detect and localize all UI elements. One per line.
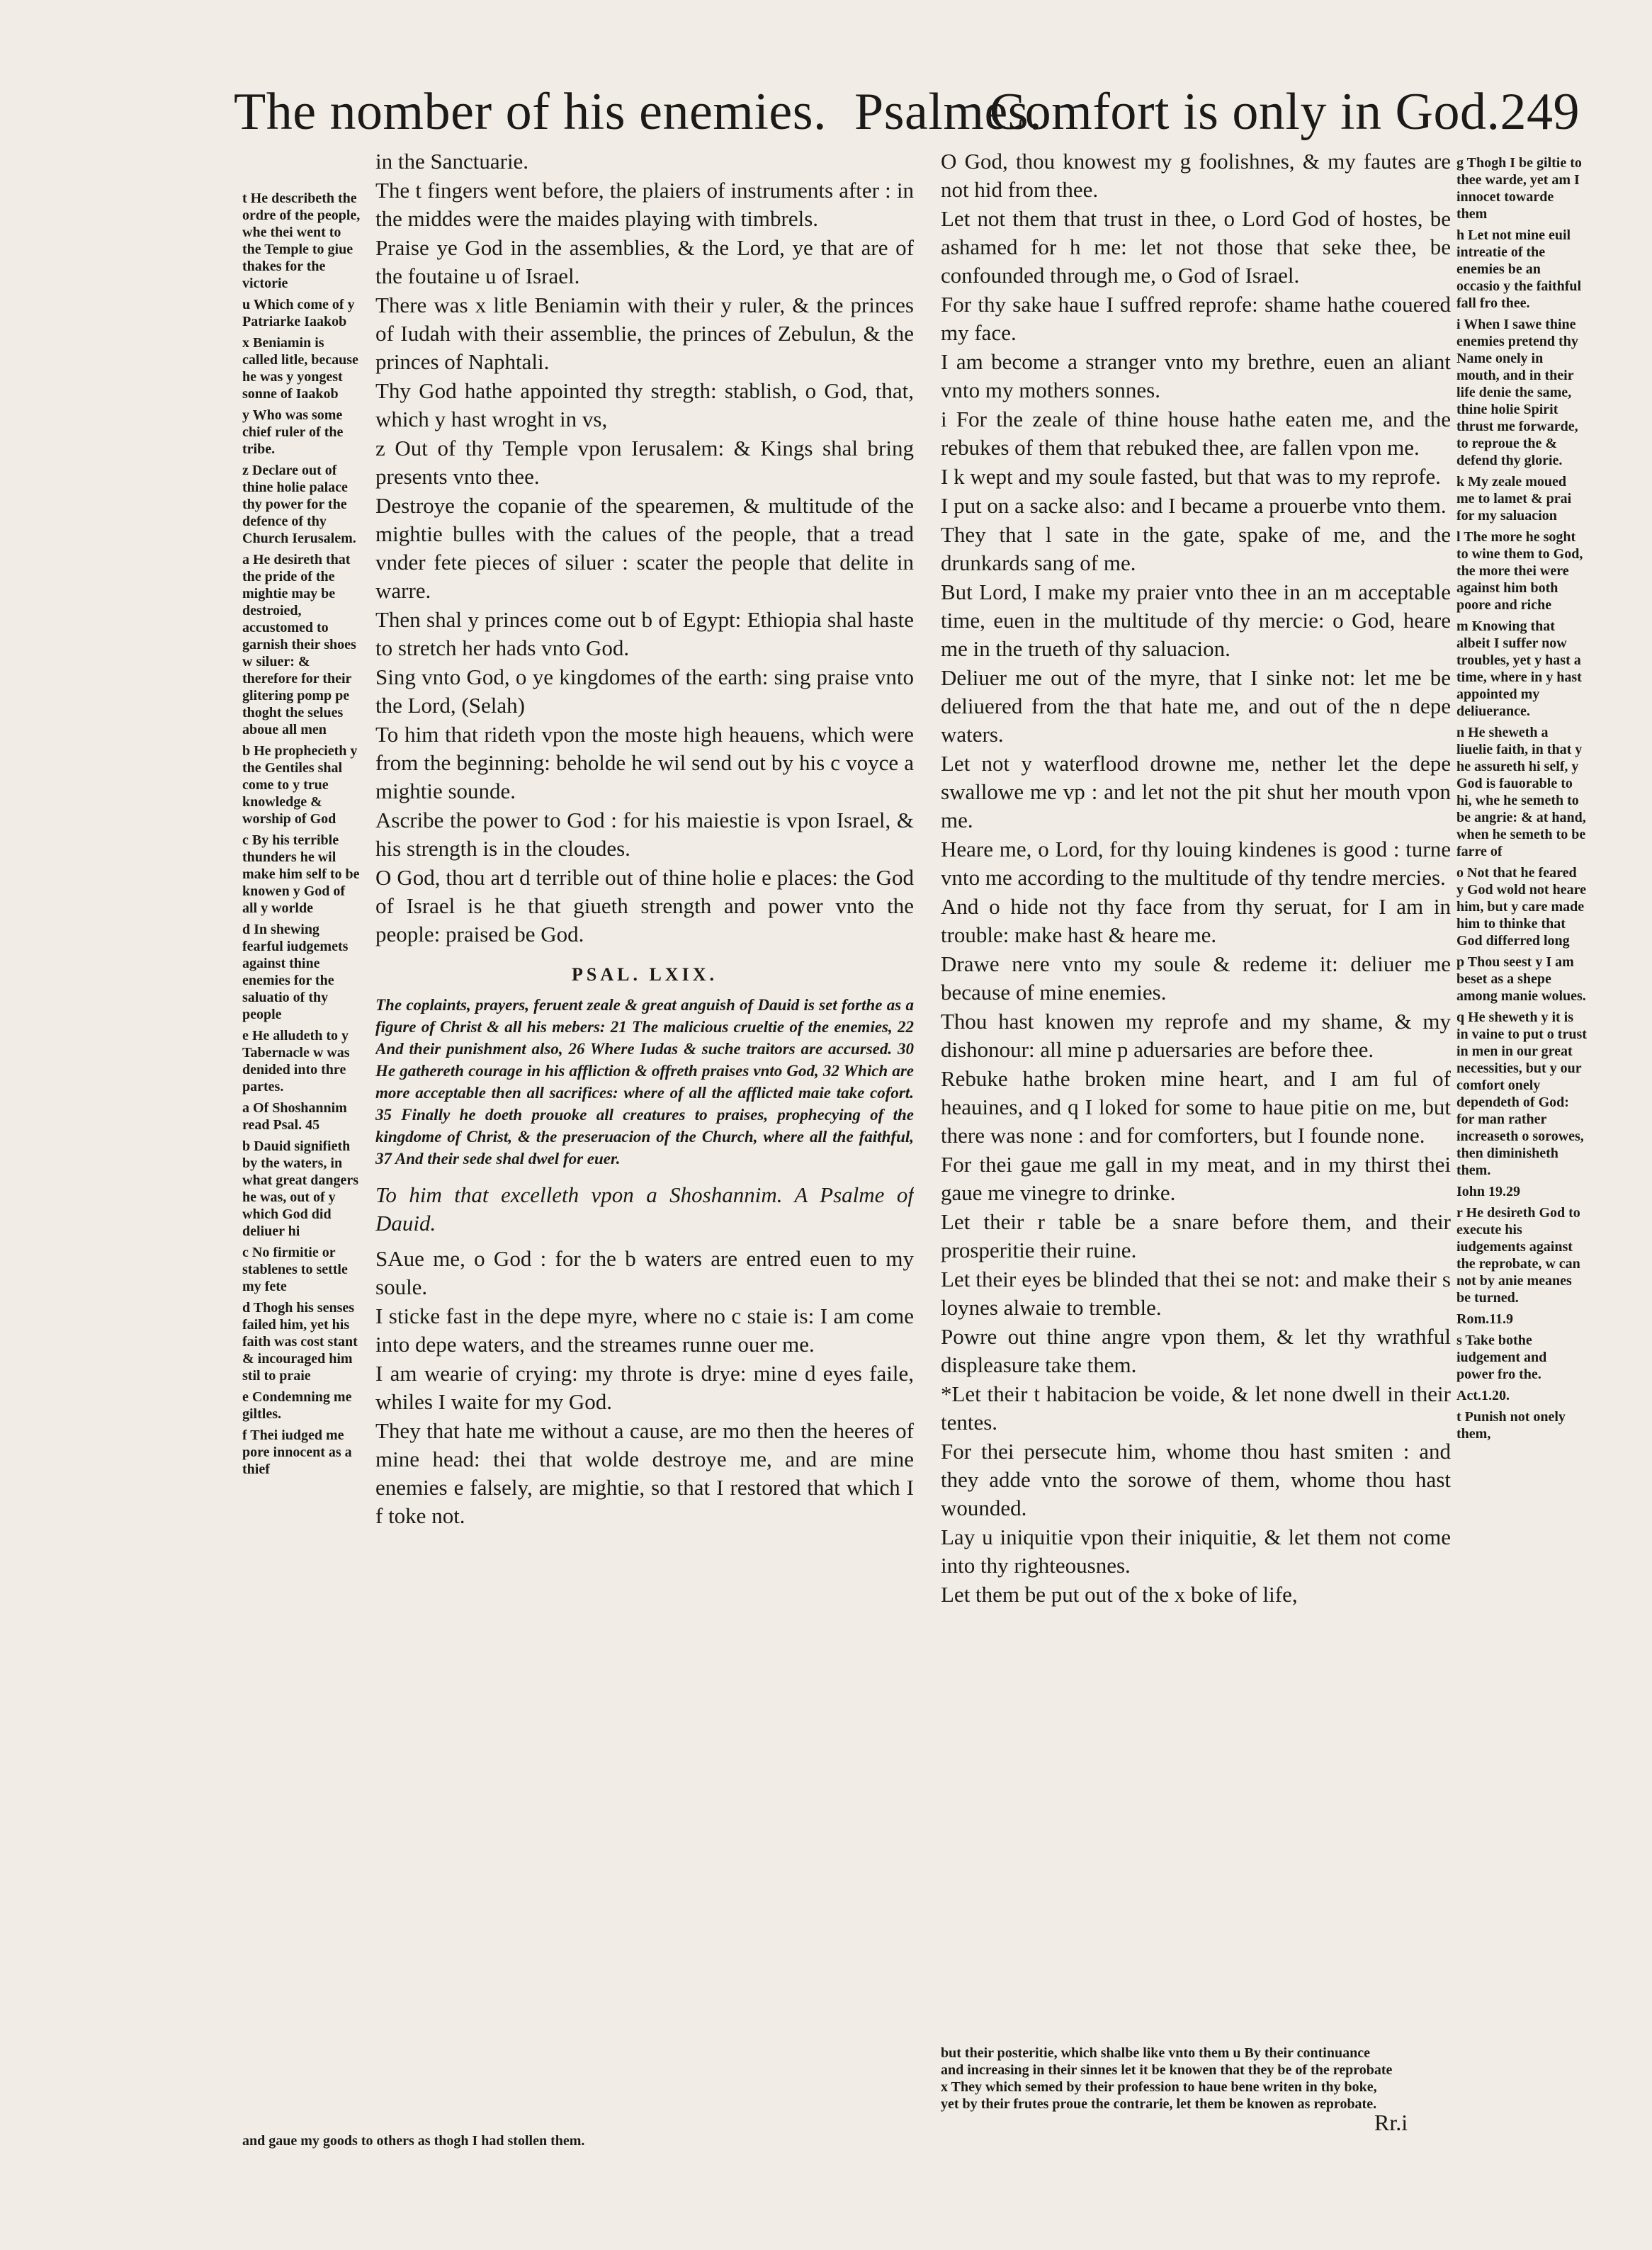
bottom-left-gloss: and gaue my goods to others as thogh I had stollen them. [242, 2133, 585, 2149]
argument-text: The coplaints, prayers, feruent zeale & great anguish of Dauid is set forthe as a figure of Christ & all his mebers: 21 The malicious crueltie of the enemies, 22 And their punishment also, 26 Where Iudas & suche traitors are accursed. 30 He gathereth courage in his affliction & offreth praises vnto God, 32 Which are more acceptable then all sacrifices: where of all the afflicted maie take cofort. 35 Finally he doeth prouoke all creatures to praises, prophecying of the kingdome of Christ, & the preseruacion of the Church, where all the faithful, 37 And their sede shal dwel for euer. [375, 996, 914, 1168]
margin-note: n He sheweth a liuelie faith, in that y he assureth hi self, y God is fauorable to hi, whe he semeth to be angrie: & at hand, when he semeth to be farre of [1456, 725, 1586, 859]
margin-note: f Thei iudged me pore innocent as a thief [242, 1428, 352, 1477]
verse-text: I sticke fast in the depe myre, where no c staie is: I am come into depe waters, and the streames runne ouer me. [375, 1304, 914, 1357]
verse [941, 1437, 1451, 1522]
header-center-text: Psalmes. [854, 83, 1043, 141]
verse-text: Deliuer me out of the myre, that I sinke not: let me be deliuered from the that hate me, and out of the n depe waters. [941, 665, 1451, 747]
verse [375, 234, 914, 290]
margin-note: Iohn 19.29 [1456, 1184, 1521, 1199]
margin-note: d In shewing fearful iudgemets against thine enemies for the saluatio of thy people [242, 922, 349, 1022]
left-margin-glosses [242, 190, 363, 2103]
verse [941, 835, 1451, 892]
verse [375, 1302, 914, 1359]
header-left-text: The nomber of his enemies. [234, 83, 827, 141]
verse [941, 463, 1451, 491]
verse-text: And o hide not thy face from thy seruat, for I am in trouble: make hast & heare me. [941, 894, 1451, 947]
margin-note: r He desireth God to execute his iudgements against the reprobate, w can not by anie meanes be turned. [1456, 1205, 1580, 1306]
verse-text: They that hate me without a cause, are mo then the heeres of mine head: thei that wolde destroye me, and are mine enemies e falsely, are mightie, so that I restored that which I f toke not. [375, 1418, 914, 1528]
verse-text: Destroye the copanie of the spearemen, & multitude of the mightie bulles with the calues of the people, that a tread vnder fete pieces of siluer : scater the people that delite in warre. [375, 493, 914, 603]
verse-text: To him that rideth vpon the moste high heauens, which were from the beginning: beholde he wil send out by his c voyce a mightie sounde. [375, 722, 914, 803]
verse-text: Ascribe the power to God : for his maiestie is vpon Israel, & his strength is in the cloudes. [375, 808, 914, 861]
margin-note: u Which come of y Patriarke Iaakob [242, 297, 355, 329]
margin-note: e Condemning me giltles. [242, 1389, 352, 1422]
footnote-line-4: yet by their frutes proue the contrarie, let them be knowen as reprobate. [941, 2096, 1377, 2112]
verse [941, 205, 1451, 290]
margin-note: x Beniamin is called litle, because he was y yongest sonne of Iaakob [242, 335, 358, 402]
verse [941, 405, 1451, 462]
margin-note: m Knowing that albeit I suffer now troubles, yet y hast a time, where in y hast appointed my deliuerance. [1456, 618, 1582, 719]
verse [941, 1581, 1451, 1609]
margin-note: o Not that he feared y God wold not heare him, but y care made him to thinke that God differred long [1456, 865, 1586, 949]
verse [941, 1151, 1451, 1207]
verse-text: Let their r table be a snare before them, and their prosperitie their ruine. [941, 1209, 1451, 1262]
verse [941, 521, 1451, 577]
margin-note: p Thou seest y I am beset as a shepe among manie wolues. [1456, 954, 1586, 1004]
margin-note: Rom.11.9 [1456, 1311, 1513, 1327]
verse [941, 578, 1451, 663]
verse [941, 893, 1451, 949]
verse-text: O God, thou knowest my g foolishnes, & my fautes are not hid from thee. [941, 149, 1451, 202]
margin-note: t Punish not onely them, [1456, 1409, 1566, 1442]
footnote-line-2: and increasing in their sinnes let it be knowen that they be of the reprobate [941, 2062, 1393, 2078]
verse [941, 1380, 1451, 1437]
verse-text: Thy God hathe appointed thy stregth: stablish, o God, that, which y hast wroght in vs, [375, 378, 914, 431]
verse [941, 1323, 1451, 1379]
margin-note: b Dauid signifieth by the waters, in what great dangers he was, out of y which God did deliuer hi [242, 1138, 359, 1239]
verse-text: I am become a stranger vnto my brethre, euen an aliant vnto my mothers sonnes. [941, 349, 1451, 402]
verse [941, 492, 1451, 520]
margin-note: l The more he soght to wine them to God, the more thei were against him both poore and riche [1456, 529, 1583, 613]
left-verses-psalm-69 [375, 1245, 914, 1530]
verse-text: For thei gaue me gall in my meat, and in my thirst thei gaue me vinegre to drinke. [941, 1152, 1451, 1205]
verse [375, 434, 914, 491]
verse-text: There was x litle Beniamin with their y ruler, & the princes of Iudah with their assemblie, the princes of Zebulun, & the princes of Naphtali. [375, 293, 914, 374]
verse [375, 1359, 914, 1416]
verse-text: Thou hast knowen my reprofe and my shame, & my dishonour: all mine p aduersaries are before thee. [941, 1009, 1451, 1062]
header-left [234, 77, 1042, 147]
margin-note: d Thogh his senses failed him, yet his faith was cost stant & incouraged him stil to praie [242, 1300, 358, 1384]
verse-text: Sing vnto God, o ye kingdomes of the earth: sing praise vnto the Lord, (Selah) [375, 665, 914, 718]
verse-text: I k wept and my soule fasted, but that was to my reprofe. [941, 464, 1441, 489]
verse-text: Let not them that trust in thee, o Lord God of hostes, be ashamed for h me: let not those that seke thee, be confounded through me, o God of Israel. [941, 206, 1451, 288]
footnote-line-3: x They which semed by their profession to haue bene writen in thy boke, [941, 2079, 1377, 2095]
verse-text: Let their eyes be blinded that thei se not: and make their s loynes alwaie to tremble. [941, 1267, 1451, 1320]
margin-note: q He sheweth y it is in vaine to put o trust in men in our great necessities, but y our comfort onely dependeth of God: for man rather increaseth o sorowes, then diminisheth them. [1456, 1010, 1587, 1178]
verse-text: Powre out thine angre vpon them, & let thy wrathful displeasure take them. [941, 1324, 1451, 1377]
verse [375, 1245, 914, 1301]
margin-note: i When I sawe thine enemies pretend thy Name onely in mouth, and in their life denie the same, thine holie Spirit thrust me forwarde, to reproue the & defend thy glorie. [1456, 317, 1578, 468]
margin-note: y Who was some chief ruler of the tribe. [242, 407, 344, 457]
margin-note: e He alludeth to y Tabernacle w was denided into thre partes. [242, 1028, 350, 1095]
verse-text: For thei persecute him, whome thou hast smiten : and they adde vnto the sorowe of them, whome thou hast wounded. [941, 1439, 1451, 1520]
margin-note: b He prophecieth y the Gentiles shal come to y true knowledge & worship of God [242, 743, 358, 827]
bottom-footnote [941, 2045, 1578, 2113]
verse-text: For thy sake haue I suffred reprofe: shame hathe couered my face. [941, 292, 1451, 345]
verse [375, 806, 914, 863]
verse-text: Praise ye God in the assemblies, & the Lord, ye that are of the foutaine u of Israel. [375, 235, 914, 288]
verse [941, 348, 1451, 405]
footnote-line-1: but their posteritie, which shalbe like vnto them u By their continuance [941, 2045, 1370, 2061]
running-header [234, 77, 1580, 147]
verse [941, 1523, 1451, 1580]
verse [375, 663, 914, 720]
verse-text: They that l sate in the gate, spake of me, and the drunkards sang of me. [941, 522, 1451, 575]
margin-note: z Declare out of thine holie palace thy power for the defence of thy Church Ierusalem. [242, 463, 356, 546]
verse-text: O God, thou art d terrible out of thine holie e places: the God of Israel is he that giueth strength and power vnto the people: praised be God. [375, 865, 914, 946]
margin-note: a Of Shoshannim read Psal. 45 [242, 1100, 347, 1133]
verse [941, 147, 1451, 204]
verse-text: Rebuke hathe broken mine heart, and I am ful of heauines, and q I loked for some to haue pitie on me, but there was none : and for comforters, but I founde none. [941, 1066, 1451, 1148]
margin-note: c By his terrible thunders he wil make him self to be knowen y God of all y worlde [242, 832, 360, 916]
verse-text: *Let their t habitacion be voide, & let none dwell in their tentes. [941, 1381, 1451, 1435]
verse [941, 1065, 1451, 1150]
verse-text: Then shal y princes come out b of Egypt: Ethiopia shal haste to stretch her hads vnto God. [375, 607, 914, 660]
psalm-title [375, 1181, 914, 1238]
left-verses [375, 176, 914, 949]
margin-note: c No firmitie or stablenes to settle my fete [242, 1245, 348, 1294]
verse [941, 1208, 1451, 1265]
verse-text: Let not y waterflood drowne me, nether let the depe swallowe me vp : and let not the pit shut her mouth vpon me. [941, 751, 1451, 832]
verse [375, 492, 914, 605]
margin-note: g Thogh I be giltie to thee warde, yet am I innocet towarde them [1456, 155, 1582, 222]
verse [941, 950, 1451, 1007]
verse [375, 1417, 914, 1530]
verse [375, 720, 914, 805]
verse [941, 1265, 1451, 1322]
verse-text: SAue me, o God : for the b waters are entred euen to my soule. [375, 1246, 914, 1299]
verse-text: z Out of thy Temple vpon Ierusalem: & Kings shal bring presents vnto thee. [375, 436, 914, 489]
psalm-argument [375, 994, 914, 1170]
verse-text: i For the zeale of thine house hathe eaten me, and the rebukes of them that rebuked thee, are fallen vpon me. [941, 407, 1451, 460]
signature-mark: Rr.i [1374, 2110, 1408, 2135]
verse-text: I put on a sacke also: and I became a prouerbe vnto them. [941, 493, 1447, 518]
right-text-column [941, 147, 1451, 2117]
margin-note: a He desireth that the pride of the mightie may be destroied, accustomed to garnish their shoes w siluer: & therefore for their glitering pomp pe thoght the selues aboue all men [242, 552, 356, 737]
margin-note: Act.1.20. [1456, 1388, 1510, 1403]
margin-note: k My zeale moued me to lamet & prai for my saluacion [1456, 474, 1572, 524]
verse [375, 377, 914, 434]
verse-text: Heare me, o Lord, for thy louing kindenes is good : turne vnto me according to the multitude of thy tendre mercies. [941, 837, 1451, 890]
verse-text: Let them be put out of the x boke of life, [941, 1582, 1298, 1607]
verse-text: I am wearie of crying: my throte is drye: mine d eyes faile, whiles I waite for my God. [375, 1361, 914, 1414]
header-right: Comfort is only in God.249 [989, 83, 1580, 141]
verse-text: But Lord, I make my praier vnto thee in an m acceptable time, euen in the multitude of thy mercie: o God, heare me in the trueth of thy saluacion. [941, 580, 1451, 661]
verse [375, 606, 914, 662]
margin-note: s Take bothe iudgement and power fro the. [1456, 1333, 1547, 1382]
psalm-title-text: To him that excelleth vpon a Shoshannim. A Psalme of Dauid. [375, 1182, 914, 1236]
verse-text: Lay u iniquitie vpon their iniquitie, & let them not come into thy righteousnes. [941, 1525, 1451, 1578]
margin-note: h Let not mine euil intreatie of the enemies be an occasio y the faithful fall fro thee. [1456, 227, 1582, 311]
left-text-column [375, 147, 914, 2117]
verse [375, 176, 914, 233]
right-verses [941, 147, 1451, 1609]
verse [941, 750, 1451, 835]
verse [941, 1007, 1451, 1064]
verse [375, 864, 914, 949]
margin-note: t He describeth the ordre of the people, whe thei went to the Temple to giue thakes for the victorie [242, 191, 361, 291]
verse [941, 290, 1451, 347]
verse [941, 664, 1451, 749]
psalm-heading: PSAL. LXIX. [572, 964, 718, 985]
verse-text: Drawe nere vnto my soule & redeme it: deliuer me because of mine enemies. [941, 951, 1451, 1005]
verse-intro: in the Sanctuarie. [375, 149, 529, 174]
verse [375, 291, 914, 376]
right-margin-glosses [1456, 154, 1587, 2117]
verse-text: The t fingers went before, the plaiers of instruments after : in the middes were the maides playing with timbrels. [375, 178, 914, 231]
